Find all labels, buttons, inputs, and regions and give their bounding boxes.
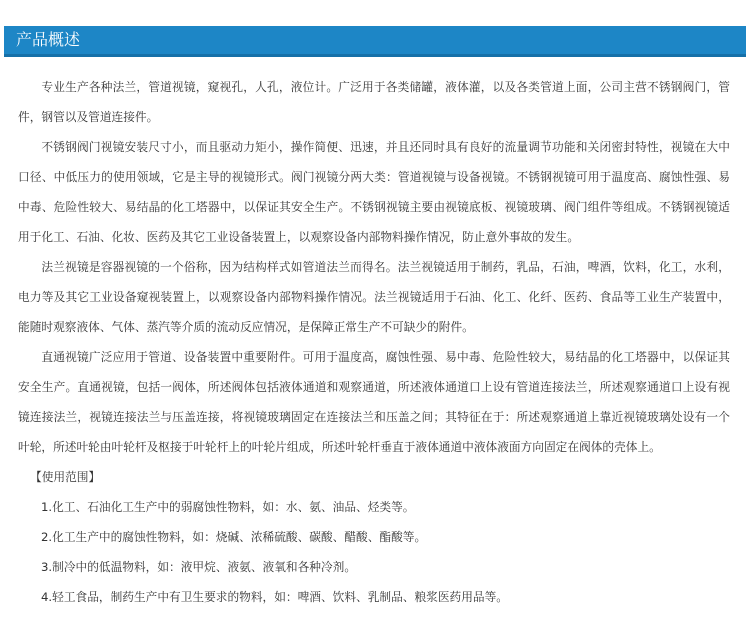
paragraph-stainless-sight-glass: 不锈钢阀门视镜安装尺寸小，而且驱动力矩小，操作简便、迅速，并且还同时具有良好的流量调节功能和关闭密封特性，视镜在大中口径、中低压力的使用领域，它是主导的视镜形式。阀门视镜分两大类：管道视镜与设备视镜。不锈钢视镜可用于温度高、腐蚀性强、易中毒、危险性较大、易结晶的化工塔器中，以保证其安全生产。不锈钢视镜主要由视镜底板、视镜玻璃、阀门组件等组成。不锈钢视镜适用于化工、石油、化妆、医药及其它工业设备装置上，以观察设备内部物料操作情况，防止意外事故的发生。 — [18, 140, 730, 244]
usage-item: 2.化工生产中的腐蚀性物料，如：烧碱、浓稀硫酸、碳酸、醋酸、酯酸等。 — [41, 530, 427, 544]
section-header — [4, 26, 746, 57]
paragraph-intro: 专业生产各种法兰，管道视镜，窥视孔，人孔，液位计。广泛用于各类储罐，液体灌，以及各类管道上面，公司主营不锈钢阀门，管件，钢管以及管道连接件。 — [18, 80, 730, 124]
paragraph-flange-sight-glass: 法兰视镜是容器视镜的一个俗称，因为结构样式如管道法兰而得名。法兰视镜适用于制药，乳品，石油，啤酒，饮料，化工，水利，电力等及其它工业设备窥视装置上，以观察设备内部物料操作情况。法兰视镜适用于石油、化工、化纤、医药、食品等工业生产装置中，能随时观察液体、气体、蒸汽等介质的流动反应情况，是保障正常生产不可缺少的附件。 — [18, 260, 730, 334]
product-description — [18, 72, 730, 612]
paragraph-straight-sight-glass: 直通视镜广泛应用于管道、设备装置中重要附件。可用于温度高，腐蚀性强、易中毒、危险性较大，易结晶的化工塔器中，以保证其安全生产。直通视镜，包括一阀体，所述阀体包括液体通道和观察通道，所述液体通道口上设有管道连接法兰，所述观察通道口上设有视镜连接法兰，视镜连接法兰与压盖连接，将视镜玻璃固定在连接法兰和压盖之间；其特征在于：所述观察通道上靠近视镜玻璃处设有一个叶轮，所述叶轮由叶轮杆及枢接于叶轮杆上的叶轮片组成，所述叶轮杆垂直于液体通道中液体液面方向固定在阀体的壳体上。 — [18, 350, 730, 454]
usage-item: 3.制冷中的低温物料，如：液甲烷、液氨、液氧和各种冷剂。 — [41, 560, 357, 574]
usage-item: 4.轻工食品，制药生产中有卫生要求的物料，如：啤酒、饮料、乳制品、粮浆医药用品等。 — [41, 590, 508, 604]
section-title: 产品概述 — [16, 30, 81, 49]
usage-range-title: 【使用范围】 — [30, 470, 101, 484]
usage-item: 1.化工、石油化工生产中的弱腐蚀性物料，如：水、氨、油品、烃类等。 — [41, 500, 415, 514]
